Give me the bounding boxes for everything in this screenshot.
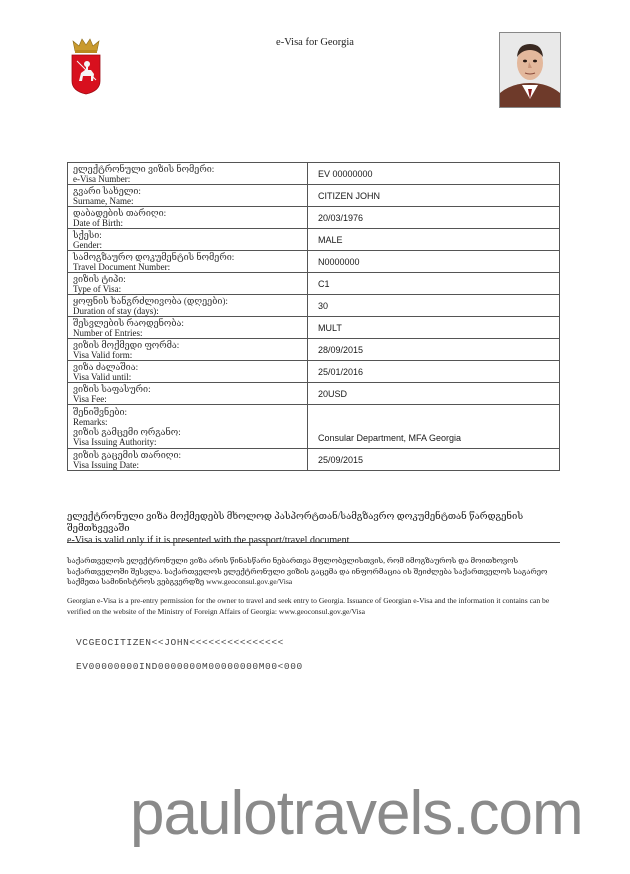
row-value: C1 [308, 273, 560, 295]
row-value: 25/09/2015 [308, 449, 560, 471]
row-label [68, 273, 308, 295]
label-en: Visa Valid form: [73, 349, 133, 360]
table-row [68, 449, 560, 471]
label-en: Visa Issuing Date: [73, 459, 139, 470]
section-divider [67, 542, 560, 543]
table-row [68, 163, 560, 185]
portrait-image [500, 33, 560, 107]
label-en: Gender: [73, 239, 102, 250]
row-label [68, 339, 308, 361]
label-en: Number of Entries: [73, 327, 143, 338]
holder-photo [499, 32, 561, 108]
row-value: MULT [308, 317, 560, 339]
label-en: e-Visa Number: [73, 173, 131, 184]
row-label [68, 163, 308, 185]
row-value: MALE [308, 229, 560, 251]
row-value: CITIZEN JOHN [308, 185, 560, 207]
row-label [68, 229, 308, 251]
label-en: Date of Birth: [73, 217, 123, 228]
label-ka: სქესი: [73, 229, 102, 240]
label-ka: ვიზის საფასური: [73, 383, 151, 394]
row-label [68, 449, 308, 471]
row-value: 30 [308, 295, 560, 317]
row-label [68, 185, 308, 207]
label-ka: ვიზის მოქმედი ფორმა: [73, 339, 180, 350]
row-value: N0000000 [308, 251, 560, 273]
label-ka: დაბადების თარიღი: [73, 207, 167, 218]
label-ka: შესვლების რაოდენობა: [73, 317, 184, 328]
row-value: EV 00000000 [308, 163, 560, 185]
table-row [68, 317, 560, 339]
row-label [68, 361, 308, 383]
table-row [68, 405, 560, 449]
label-ka: შენიშვნები: [73, 406, 128, 417]
validity-notice-ka: ელექტრონული ვიზა მოქმედებს მხოლოდ პასპორტთან/სამგზავრო დოკუმენტთან წარდგენის შემთხვევაში [67, 512, 524, 534]
label-en: Surname, Name: [73, 195, 134, 206]
label-en: Visa Fee: [73, 393, 107, 404]
watermark: paulotravels.com [130, 779, 583, 848]
label-en: Visa Valid until: [73, 371, 132, 382]
label-ka: სამოგზაურო დოკუმენტის ნომერი: [73, 251, 235, 262]
table-row [68, 295, 560, 317]
table-row [68, 361, 560, 383]
mrz-line-2: EV00000000IND0000000M00000000M00<000 [76, 661, 303, 672]
table-row [68, 185, 560, 207]
label-ka: ელექტრონული ვიზის ნომერი: [73, 163, 215, 174]
georgia-coat-of-arms-icon [69, 37, 103, 95]
label-en: Travel Document Number: [73, 261, 171, 272]
row-label [68, 207, 308, 229]
document-title: e-Visa for Georgia [276, 37, 354, 48]
info-text-en: Georgian e-Visa is a pre-entry permission for the owner to travel and seek entry to Georgia. Issuance of Georgian e-Visa and the information it contains can be verified on the website of the Ministry of Foreign Affairs of Georgia: www.geoconsul.gov.ge/Visa [67, 596, 550, 616]
label-en: Duration of stay (days): [73, 305, 159, 316]
label-ka: ვიზის ტიპი: [73, 273, 126, 284]
row-label [68, 405, 308, 449]
row-value: Consular Department, MFA Georgia [308, 405, 560, 449]
visa-details-table [67, 162, 560, 471]
table-row [68, 229, 560, 251]
label-ka: ვიზის გამცემი ორგანო: [73, 426, 181, 437]
table-row [68, 339, 560, 361]
table-row [68, 251, 560, 273]
row-value: 25/01/2016 [308, 361, 560, 383]
table-row [68, 207, 560, 229]
row-label [68, 251, 308, 273]
row-value: 20/03/1976 [308, 207, 560, 229]
label-en: Remarks: [73, 416, 108, 427]
label-en: Visa Issuing Authority: [73, 436, 157, 447]
table-row [68, 383, 560, 405]
validity-notice-en: e-Visa is valid only if it is presented with the passport/travel document [67, 535, 350, 546]
row-label [68, 295, 308, 317]
row-label [68, 383, 308, 405]
row-label [68, 317, 308, 339]
info-text-ka: საქართველოს ელექტრონული ვიზა არის წინასწარი ნებართვა მფლობელისთვის, რომ იმოგზაუროს და მოითხოვოს საქართველოში შესვლა. საქართველოს ელექტრონული ვიზის გაცემა და ინფორმაცია ის შეიძლება საქართველოს საგარეო საქმეთა სამინისტროს ვებგვერდზე www.geoconsul.gov.ge/Visa [67, 556, 548, 586]
row-value: 20USD [308, 383, 560, 405]
mrz-line-1: VCGEOCITIZEN<<JOHN<<<<<<<<<<<<<<< [76, 637, 284, 648]
label-en: Type of Visa: [73, 283, 122, 294]
table-row [68, 273, 560, 295]
row-value: 28/09/2015 [308, 339, 560, 361]
label-ka: ვიზა ძალაშია: [73, 361, 139, 372]
label-ka: ვიზის გაცემის თარიღი: [73, 449, 181, 460]
label-ka: ყოფნის ხანგრძლივობა (დღეები): [73, 295, 228, 306]
label-ka: გვარი სახელი: [73, 185, 141, 196]
